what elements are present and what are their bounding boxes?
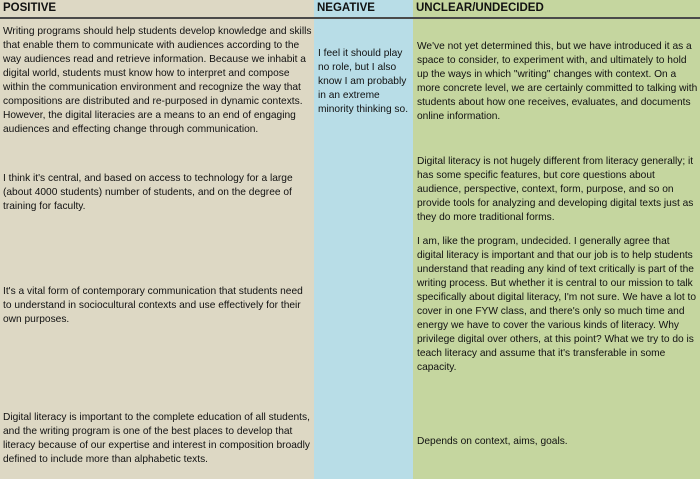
negative-response-1: I feel it should play no role, but I also know I am probably in an extreme minority thinking so. [318, 48, 409, 115]
unclear-response-4: Depends on context, aims, goals. [417, 436, 568, 447]
positive-response-1: Writing programs should help students develop knowledge and skills that enable them to communicate with audiences according to the way audiences read and retrieve information. Because we inhabit a digital world, students must know how to interpret and compose within the communication environment and recognize the way that compositions are distributed and re-purposed in dynamic contexts. However, the digital literacies are a means to an end of engaging audiences and effecting change through communication. [3, 26, 312, 135]
header-negative: NEGATIVE [314, 0, 413, 19]
positive-response-2: I think it's central, and based on access to technology for a large (about 4000 students) number of students, and on the degree of training for faculty. [3, 173, 293, 212]
unclear-response-2: Digital literacy is not hugely different from literacy generally; it has some specific features, but core questions about audience, perspective, context, form, purpose, and so on provide tools for analyzing and developing digital texts just as they do more traditional forms. [417, 156, 694, 223]
unclear-response-1: We've not yet determined this, but we have introduced it as a space to consider, to experiment with, and ultimately to hold up the ways in which "writing" changes with context. On a more concrete level, we are certainly committed to talking with students about how one receives, evaluates, and documents online information. [417, 41, 698, 122]
header-unclear: UNCLEAR/UNDECIDED [413, 0, 700, 19]
header-positive: POSITIVE [0, 0, 314, 19]
unclear-response-3: I am, like the program, undecided. I generally agree that digital literacy is important and that our job is to help students understand that reading any kind of text critically is part of the writing process. But whether it is central to our mission to talk specifically about digital literacy, I'm not sure. We have a lot to cover in one FYW class, and there's only so much time and energy we have to cover the various kinds of literacy. Why privilege digital over others, at this point? What we try to do is teach literacy and assume that it's transferable in some capacity. [417, 236, 697, 373]
positive-response-4: Digital literacy is important to the complete education of all students, and the writing program is one of the best places to develop that literacy because of our expertise and interest in composition broadly defined to include more than alphabetic texts. [3, 412, 310, 465]
positive-response-3: It's a vital form of contemporary communication that students need to understand in sociocultural contexts and use effectively for their own purposes. [3, 286, 303, 325]
